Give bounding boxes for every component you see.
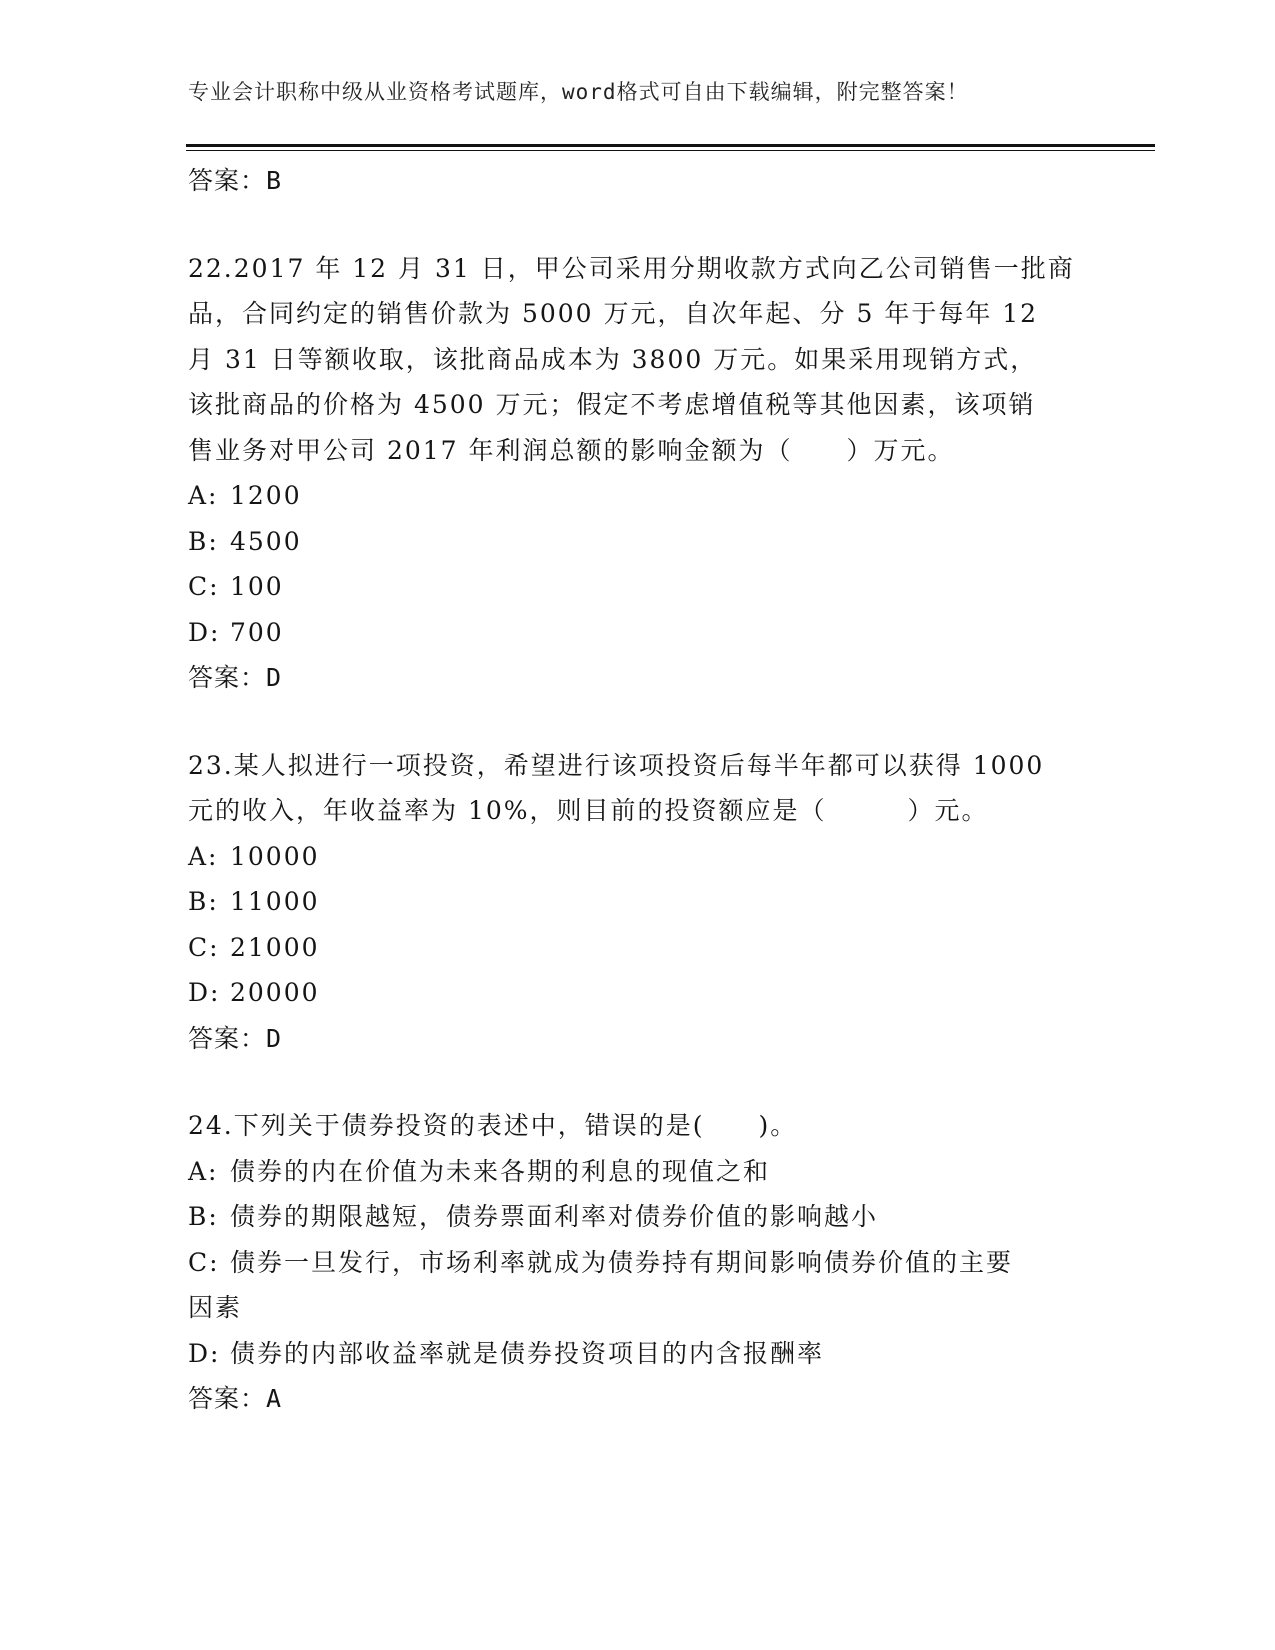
option-c-continuation: 因素 [188, 1293, 243, 1322]
option-c [188, 564, 1088, 610]
option-text: 债券的内在价值为未来各期的利息的现值之和 [230, 1156, 771, 1186]
option-key: D: [188, 1338, 221, 1368]
answer-line: 答案：D [188, 1023, 283, 1053]
option-key: C: [188, 932, 220, 962]
question-block [188, 1103, 1088, 1422]
question-text-line: 22.2017 年 12 月 31 日，甲公司采用分期收款方式向乙公司销售一批商 [188, 253, 1075, 283]
page-header: 专业会计职称中级从业资格考试题库，word格式可自由下载编辑，附完整答案！ [188, 80, 969, 104]
option-key: B: [188, 526, 219, 556]
option-c [188, 925, 1088, 971]
option-text: 100 [230, 572, 284, 601]
option-text: 债券一旦发行，市场利率就成为债券持有期间影响债券价值的主要 [230, 1247, 1014, 1277]
option-key: C: [188, 572, 220, 601]
option-b [188, 879, 1088, 925]
option-b [188, 519, 1088, 565]
option-d [188, 1331, 1088, 1377]
question-text-line: 该批商品的价格为 4500 万元；假定不考虑增值税等其他因素，该项销 [188, 390, 1036, 419]
spacer [188, 1061, 1088, 1103]
option-key: D: [188, 978, 221, 1007]
question-text-line: 23.某人拟进行一项投资，希望进行该项投资后每半年都可以获得 1000 [188, 750, 1045, 780]
question-text-line: 元的收入，年收益率为 10%，则目前的投资额应是（ ）元。 [188, 796, 989, 825]
option-key: D: [188, 617, 221, 647]
question-block [188, 743, 1088, 1062]
option-key: B: [188, 887, 219, 916]
spacer [188, 204, 1088, 246]
option-text: 债券的期限越短，债券票面利率对债券价值的影响越小 [230, 1202, 879, 1231]
option-text: 21000 [230, 932, 320, 962]
question-text-line: 24.下列关于债券投资的表述中，错误的是( )。 [188, 1111, 798, 1140]
option-d [188, 610, 1088, 656]
option-key: A: [188, 841, 219, 871]
header-rule-thin [186, 150, 1155, 151]
option-text: 10000 [230, 841, 320, 871]
option-a [188, 473, 1088, 519]
option-text: 债券的内部收益率就是债券投资项目的内含报酬率 [230, 1338, 825, 1368]
option-a [188, 1149, 1088, 1195]
option-a [188, 834, 1088, 880]
option-text: 4500 [230, 526, 302, 556]
answer-line: 答案：A [188, 1384, 283, 1413]
question-block [188, 246, 1088, 701]
option-d [188, 970, 1088, 1016]
question-text-line: 月 31 日等额收取，该批商品成本为 3800 万元。如果采用现销方式， [188, 344, 1038, 374]
option-key: A: [188, 1156, 219, 1186]
option-b [188, 1194, 1088, 1240]
option-text: 11000 [230, 887, 320, 916]
question-text-line: 品，合同约定的销售价款为 5000 万元，自次年起、分 5 年于每年 12 [188, 299, 1039, 328]
answer-line: 答案：B [188, 166, 283, 195]
option-text: 20000 [230, 978, 320, 1007]
option-key: C: [188, 1247, 220, 1277]
option-key: A: [188, 481, 219, 510]
document-body [188, 158, 1088, 1422]
spacer [188, 701, 1088, 743]
question-text-line: 售业务对甲公司 2017 年利润总额的影响金额为（ ）万元。 [188, 435, 955, 465]
header-rule-thick [186, 144, 1155, 147]
option-c [188, 1240, 1088, 1286]
option-key: B: [188, 1202, 219, 1231]
option-text: 1200 [230, 481, 302, 510]
option-text: 700 [230, 617, 284, 647]
answer-line: 答案：D [188, 663, 283, 692]
